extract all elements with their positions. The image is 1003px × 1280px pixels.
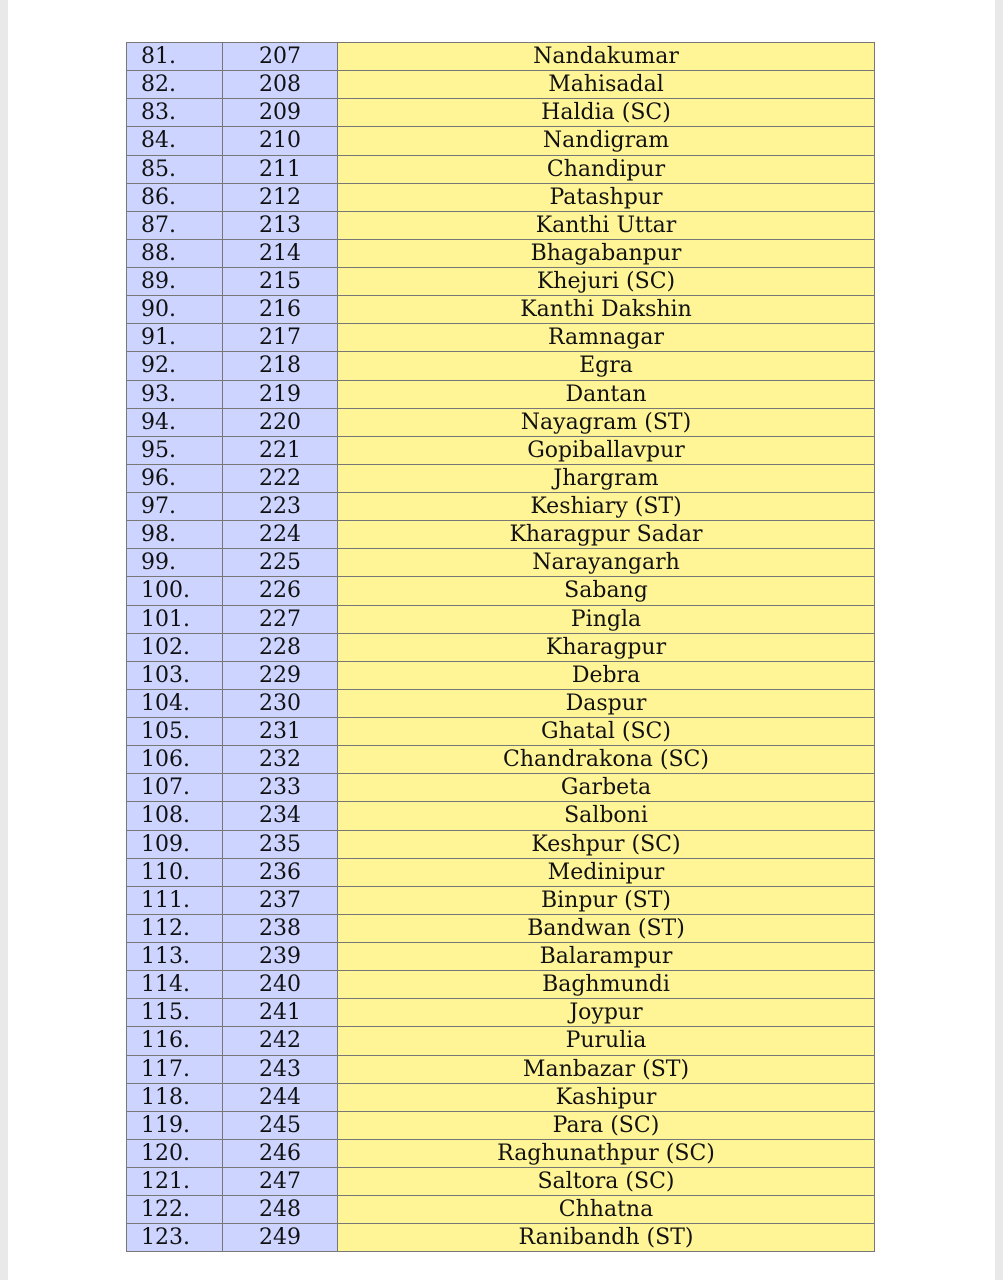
table-row <box>127 155 875 183</box>
serial-number-cell: 101. <box>127 605 223 633</box>
serial-number-cell: 94. <box>127 408 223 436</box>
constituency-name-cell: Ghatal (SC) <box>338 718 875 746</box>
constituency-number-cell: 245 <box>223 1111 338 1139</box>
constituency-number-cell: 231 <box>223 718 338 746</box>
serial-number-cell: 117. <box>127 1055 223 1083</box>
constituency-number-cell: 248 <box>223 1196 338 1224</box>
table-row <box>127 1224 875 1252</box>
constituency-number-cell: 221 <box>223 436 338 464</box>
table-row <box>127 689 875 717</box>
table-row <box>127 858 875 886</box>
constituency-name-cell: Egra <box>338 352 875 380</box>
constituency-number-cell: 212 <box>223 183 338 211</box>
constituency-name-cell: Kharagpur <box>338 633 875 661</box>
table-row <box>127 1139 875 1167</box>
document-page <box>8 0 995 1280</box>
serial-number-cell: 86. <box>127 183 223 211</box>
serial-number-cell: 83. <box>127 99 223 127</box>
table-row <box>127 324 875 352</box>
constituency-number-cell: 230 <box>223 689 338 717</box>
table-row <box>127 774 875 802</box>
serial-number-cell: 100. <box>127 577 223 605</box>
serial-number-cell: 109. <box>127 830 223 858</box>
table-row <box>127 1083 875 1111</box>
constituency-name-cell: Ranibandh (ST) <box>338 1224 875 1252</box>
constituency-number-cell: 225 <box>223 549 338 577</box>
serial-number-cell: 120. <box>127 1139 223 1167</box>
constituency-name-cell: Purulia <box>338 1027 875 1055</box>
constituency-number-cell: 224 <box>223 521 338 549</box>
table-row <box>127 493 875 521</box>
constituency-name-cell: Medinipur <box>338 858 875 886</box>
table-row <box>127 1111 875 1139</box>
constituency-number-cell: 215 <box>223 268 338 296</box>
table-row <box>127 661 875 689</box>
serial-number-cell: 96. <box>127 464 223 492</box>
table-row <box>127 746 875 774</box>
constituency-name-cell: Jhargram <box>338 464 875 492</box>
constituency-name-cell: Garbeta <box>338 774 875 802</box>
serial-number-cell: 90. <box>127 296 223 324</box>
constituency-name-cell: Narayangarh <box>338 549 875 577</box>
constituency-name-cell: Dantan <box>338 380 875 408</box>
serial-number-cell: 103. <box>127 661 223 689</box>
constituency-number-cell: 217 <box>223 324 338 352</box>
constituency-number-cell: 218 <box>223 352 338 380</box>
serial-number-cell: 89. <box>127 268 223 296</box>
constituency-name-cell: Sabang <box>338 577 875 605</box>
constituency-name-cell: Para (SC) <box>338 1111 875 1139</box>
constituency-name-cell: Gopiballavpur <box>338 436 875 464</box>
table-row <box>127 43 875 71</box>
constituency-number-cell: 210 <box>223 127 338 155</box>
constituency-name-cell: Pingla <box>338 605 875 633</box>
serial-number-cell: 123. <box>127 1224 223 1252</box>
constituency-name-cell: Kanthi Dakshin <box>338 296 875 324</box>
constituency-number-cell: 226 <box>223 577 338 605</box>
constituency-number-cell: 219 <box>223 380 338 408</box>
serial-number-cell: 107. <box>127 774 223 802</box>
constituency-number-cell: 207 <box>223 43 338 71</box>
constituency-name-cell: Chandrakona (SC) <box>338 746 875 774</box>
table-row <box>127 830 875 858</box>
table-row <box>127 943 875 971</box>
constituency-number-cell: 227 <box>223 605 338 633</box>
constituency-number-cell: 238 <box>223 914 338 942</box>
constituency-number-cell: 246 <box>223 1139 338 1167</box>
constituency-number-cell: 233 <box>223 774 338 802</box>
table-row <box>127 549 875 577</box>
table-row <box>127 914 875 942</box>
constituency-number-cell: 243 <box>223 1055 338 1083</box>
constituency-table-body <box>127 43 875 1252</box>
table-row <box>127 633 875 661</box>
constituency-table <box>126 42 875 1252</box>
serial-number-cell: 115. <box>127 999 223 1027</box>
constituency-number-cell: 228 <box>223 633 338 661</box>
table-row <box>127 1168 875 1196</box>
table-row <box>127 521 875 549</box>
constituency-number-cell: 223 <box>223 493 338 521</box>
constituency-number-cell: 247 <box>223 1168 338 1196</box>
serial-number-cell: 112. <box>127 914 223 942</box>
serial-number-cell: 99. <box>127 549 223 577</box>
table-row <box>127 999 875 1027</box>
serial-number-cell: 98. <box>127 521 223 549</box>
constituency-name-cell: Chandipur <box>338 155 875 183</box>
table-row <box>127 577 875 605</box>
constituency-name-cell: Daspur <box>338 689 875 717</box>
table-row <box>127 1055 875 1083</box>
constituency-name-cell: Khejuri (SC) <box>338 268 875 296</box>
constituency-table-container <box>126 42 875 1252</box>
constituency-name-cell: Chhatna <box>338 1196 875 1224</box>
constituency-number-cell: 208 <box>223 71 338 99</box>
serial-number-cell: 122. <box>127 1196 223 1224</box>
serial-number-cell: 93. <box>127 380 223 408</box>
serial-number-cell: 88. <box>127 239 223 267</box>
constituency-number-cell: 249 <box>223 1224 338 1252</box>
serial-number-cell: 85. <box>127 155 223 183</box>
constituency-name-cell: Haldia (SC) <box>338 99 875 127</box>
constituency-name-cell: Debra <box>338 661 875 689</box>
constituency-name-cell: Nandigram <box>338 127 875 155</box>
serial-number-cell: 97. <box>127 493 223 521</box>
table-row <box>127 211 875 239</box>
constituency-name-cell: Nandakumar <box>338 43 875 71</box>
table-row <box>127 268 875 296</box>
serial-number-cell: 110. <box>127 858 223 886</box>
table-row <box>127 718 875 746</box>
constituency-name-cell: Baghmundi <box>338 971 875 999</box>
constituency-name-cell: Bandwan (ST) <box>338 914 875 942</box>
constituency-name-cell: Patashpur <box>338 183 875 211</box>
constituency-number-cell: 222 <box>223 464 338 492</box>
serial-number-cell: 81. <box>127 43 223 71</box>
constituency-number-cell: 213 <box>223 211 338 239</box>
table-row <box>127 464 875 492</box>
serial-number-cell: 84. <box>127 127 223 155</box>
table-row <box>127 605 875 633</box>
constituency-number-cell: 237 <box>223 886 338 914</box>
serial-number-cell: 105. <box>127 718 223 746</box>
serial-number-cell: 82. <box>127 71 223 99</box>
table-row <box>127 1196 875 1224</box>
table-row <box>127 971 875 999</box>
constituency-name-cell: Ramnagar <box>338 324 875 352</box>
constituency-number-cell: 242 <box>223 1027 338 1055</box>
constituency-name-cell: Binpur (ST) <box>338 886 875 914</box>
serial-number-cell: 102. <box>127 633 223 661</box>
table-row <box>127 352 875 380</box>
table-row <box>127 1027 875 1055</box>
serial-number-cell: 87. <box>127 211 223 239</box>
table-row <box>127 296 875 324</box>
constituency-name-cell: Kharagpur Sadar <box>338 521 875 549</box>
table-row <box>127 71 875 99</box>
constituency-name-cell: Salboni <box>338 802 875 830</box>
serial-number-cell: 91. <box>127 324 223 352</box>
table-row <box>127 183 875 211</box>
constituency-number-cell: 209 <box>223 99 338 127</box>
table-row <box>127 99 875 127</box>
constituency-name-cell: Keshiary (ST) <box>338 493 875 521</box>
constituency-name-cell: Kashipur <box>338 1083 875 1111</box>
serial-number-cell: 118. <box>127 1083 223 1111</box>
constituency-number-cell: 211 <box>223 155 338 183</box>
constituency-number-cell: 220 <box>223 408 338 436</box>
constituency-name-cell: Joypur <box>338 999 875 1027</box>
constituency-name-cell: Bhagabanpur <box>338 239 875 267</box>
serial-number-cell: 119. <box>127 1111 223 1139</box>
constituency-name-cell: Raghunathpur (SC) <box>338 1139 875 1167</box>
constituency-name-cell: Kanthi Uttar <box>338 211 875 239</box>
constituency-number-cell: 229 <box>223 661 338 689</box>
serial-number-cell: 113. <box>127 943 223 971</box>
constituency-number-cell: 216 <box>223 296 338 324</box>
serial-number-cell: 116. <box>127 1027 223 1055</box>
constituency-number-cell: 214 <box>223 239 338 267</box>
serial-number-cell: 104. <box>127 689 223 717</box>
constituency-name-cell: Mahisadal <box>338 71 875 99</box>
constituency-number-cell: 239 <box>223 943 338 971</box>
serial-number-cell: 114. <box>127 971 223 999</box>
constituency-number-cell: 236 <box>223 858 338 886</box>
table-row <box>127 886 875 914</box>
table-row <box>127 436 875 464</box>
constituency-name-cell: Saltora (SC) <box>338 1168 875 1196</box>
constituency-name-cell: Balarampur <box>338 943 875 971</box>
table-row <box>127 802 875 830</box>
serial-number-cell: 121. <box>127 1168 223 1196</box>
constituency-name-cell: Nayagram (ST) <box>338 408 875 436</box>
table-row <box>127 380 875 408</box>
table-row <box>127 408 875 436</box>
serial-number-cell: 95. <box>127 436 223 464</box>
table-row <box>127 127 875 155</box>
serial-number-cell: 108. <box>127 802 223 830</box>
constituency-number-cell: 241 <box>223 999 338 1027</box>
constituency-number-cell: 234 <box>223 802 338 830</box>
constituency-number-cell: 235 <box>223 830 338 858</box>
table-row <box>127 239 875 267</box>
serial-number-cell: 106. <box>127 746 223 774</box>
constituency-name-cell: Manbazar (ST) <box>338 1055 875 1083</box>
constituency-name-cell: Keshpur (SC) <box>338 830 875 858</box>
constituency-number-cell: 232 <box>223 746 338 774</box>
serial-number-cell: 111. <box>127 886 223 914</box>
constituency-number-cell: 244 <box>223 1083 338 1111</box>
constituency-number-cell: 240 <box>223 971 338 999</box>
serial-number-cell: 92. <box>127 352 223 380</box>
